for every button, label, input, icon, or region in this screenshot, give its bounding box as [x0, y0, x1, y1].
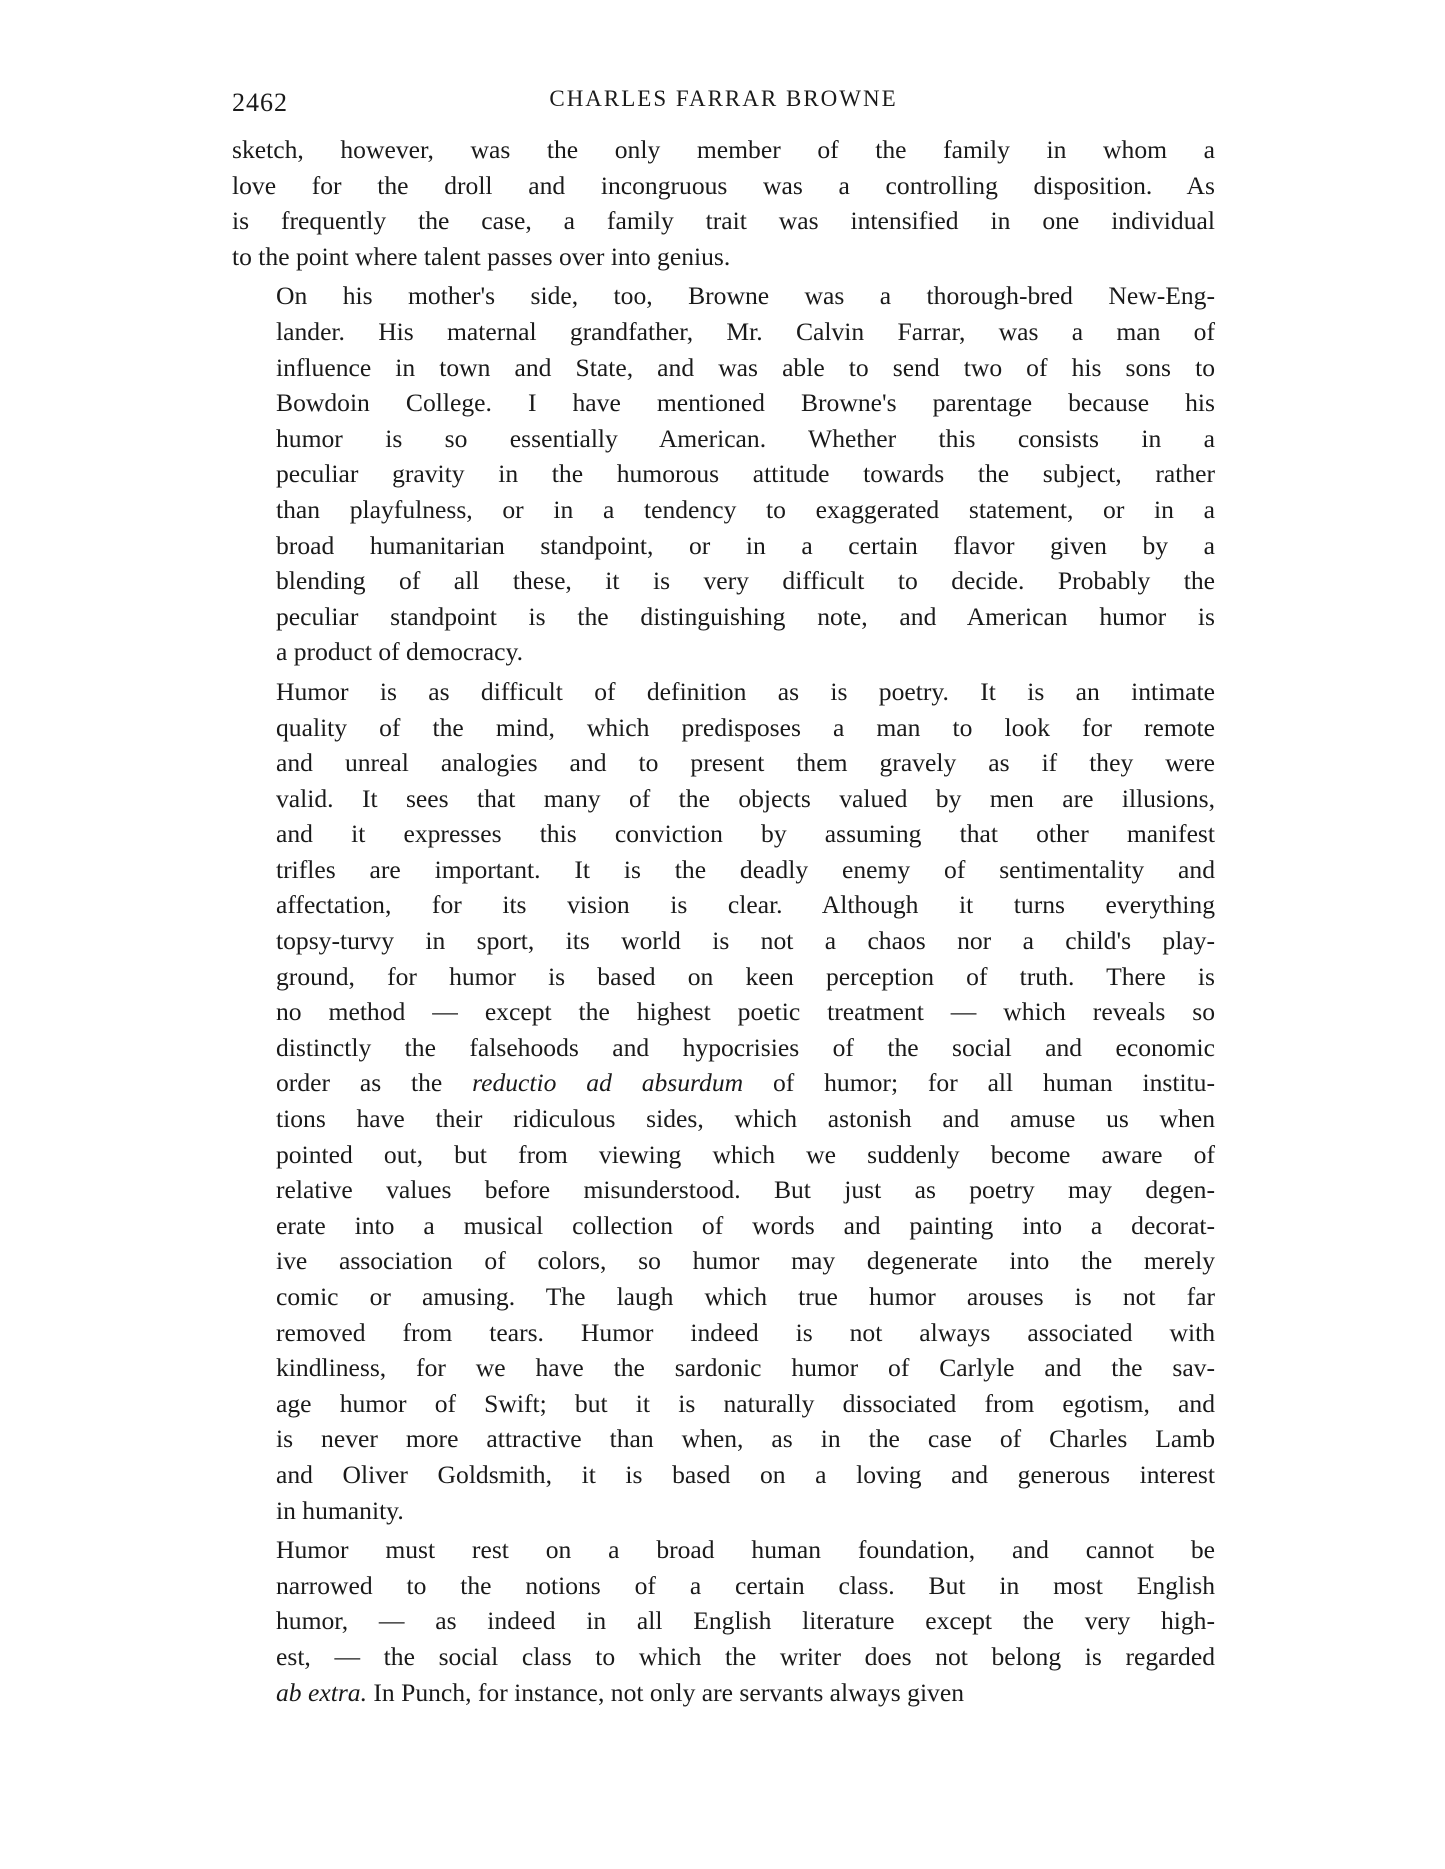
text-line: relative values before misunderstood. But just as poetry may degen-: [276, 1175, 1215, 1205]
text-line: a product of democracy.: [276, 637, 524, 667]
text-line: erate into a musical collection of words and painting into a decorat-: [276, 1210, 1215, 1240]
text-line: quality of the mind, which predisposes a man to look for remote: [276, 712, 1215, 742]
text-line: is never more attractive than when, as in the case of Charles Lamb: [276, 1424, 1215, 1454]
paragraph: [232, 1532, 1215, 1710]
text-line: trifles are important. It is the deadly enemy of sentimentality and: [276, 854, 1215, 884]
text-line: kindliness, for we have the sardonic humor of Carlyle and the sav-: [276, 1353, 1215, 1383]
text-line: is frequently the case, a family trait was intensified in one individual: [232, 206, 1215, 236]
text-line: and it expresses this conviction by assuming that other manifest: [276, 819, 1215, 849]
text-line: humor, — as indeed in all English literature except the very high-: [276, 1606, 1215, 1636]
text-line: and unreal analogies and to present them gravely as if they were: [276, 748, 1215, 778]
text-line: peculiar standpoint is the distinguishing note, and American humor is: [276, 601, 1215, 631]
text-line: peculiar gravity in the humorous attitude towards the subject, rather: [276, 459, 1215, 489]
text-line: influence in town and State, and was able to send two of his sons to: [276, 352, 1215, 382]
text-line: affectation, for its vision is clear. Although it turns everything: [276, 890, 1215, 920]
text-line: comic or amusing. The laugh which true humor arouses is not far: [276, 1282, 1215, 1311]
text-line: to the point where talent passes over into genius.: [232, 241, 731, 271]
text-line: blending of all these, it is very difficult to decide. Probably the: [276, 566, 1215, 596]
text-line: lander. His maternal grandfather, Mr. Calvin Farrar, was a man of: [276, 316, 1215, 346]
text-line: Bowdoin College. I have mentioned Browne's parentage because his: [276, 388, 1215, 418]
paragraph: [232, 674, 1215, 1528]
text-line: broad humanitarian standpoint, or in a certain flavor given by a: [276, 530, 1215, 560]
text-line: ive association of colors, so humor may degenerate into the merely: [276, 1246, 1215, 1276]
text-line: in humanity.: [276, 1495, 404, 1525]
paragraph: [232, 132, 1215, 274]
text-line: topsy-turvy in sport, its world is not a chaos nor a child's play-: [276, 926, 1215, 956]
running-title: CHARLES FARRAR BROWNE: [549, 86, 898, 111]
text-line: humor is so essentially American. Whether this consists in a: [276, 423, 1215, 453]
text-line: ground, for humor is based on keen perception of truth. There is: [276, 961, 1215, 991]
body-text: [232, 132, 1215, 1710]
text-line: Humor must rest on a broad human foundation, and cannot be: [276, 1535, 1215, 1565]
page-number: 2462: [232, 88, 288, 117]
text-line: est, — the social class to which the writer does not belong is regarded: [276, 1641, 1215, 1671]
text-line: than playfulness, or in a tendency to exaggerated statement, or in a: [276, 494, 1215, 524]
text-line: narrowed to the notions of a certain class. But in most English: [276, 1570, 1215, 1600]
text-line: pointed out, but from viewing which we suddenly become aware of: [276, 1139, 1215, 1169]
text-line: Humor is as difficult of definition as is poetry. It is an intimate: [276, 676, 1215, 706]
document-page: [232, 82, 1215, 1714]
paragraph: [232, 278, 1215, 670]
text-line: order as the reductio ad absurdum of humor; for all human institu-: [276, 1068, 1215, 1098]
text-line: tions have their ridiculous sides, which astonish and amuse us when: [276, 1104, 1215, 1134]
text-line: love for the droll and incongruous was a controlling disposition. As: [232, 170, 1215, 200]
text-line: age humor of Swift; but it is naturally dissociated from egotism, and: [276, 1388, 1215, 1418]
text-line: and Oliver Goldsmith, it is based on a loving and generous interest: [276, 1459, 1215, 1489]
text-line: ab extra. In Punch, for instance, not only are servants always given: [276, 1677, 965, 1707]
text-line: no method — except the highest poetic treatment — which reveals so: [276, 997, 1215, 1027]
text-line: sketch, however, was the only member of the family in whom a: [232, 135, 1215, 164]
text-line: distinctly the falsehoods and hypocrisies of the social and economic: [276, 1032, 1215, 1062]
text-line: removed from tears. Humor indeed is not always associated with: [276, 1317, 1215, 1347]
text-line: On his mother's side, too, Browne was a thorough-bred New-Eng-: [276, 281, 1215, 311]
page-header: [232, 82, 1215, 126]
text-line: valid. It sees that many of the objects valued by men are illusions,: [276, 783, 1215, 813]
